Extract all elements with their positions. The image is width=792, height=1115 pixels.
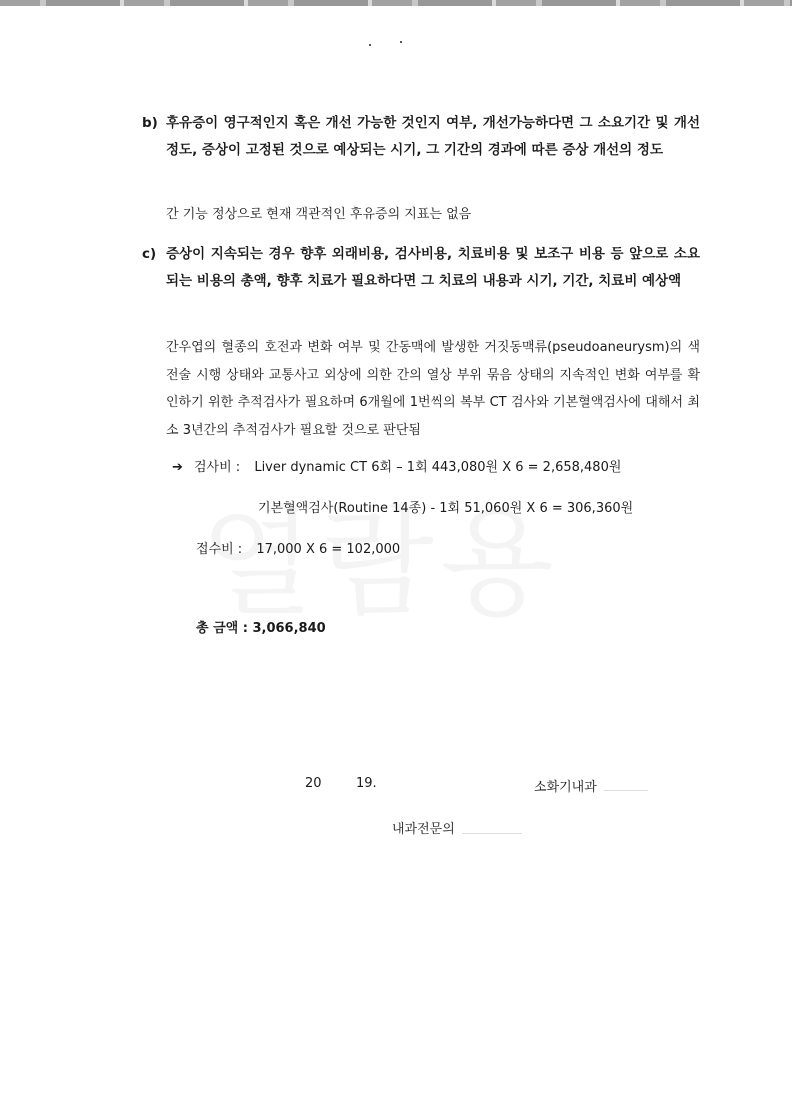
section-c-answer: 간우엽의 혈종의 호전과 변화 여부 및 간동맥에 발생한 거짓동맥류(pseudoaneurysm)의 색전술 시행 상태와 교통사고 외상에 의한 간의 열상 부위 묶음 상태의 지속적인 변화 여부를 확인하기 위한 추적검사가 필요하며 6개월에 1번씩의 복부 CT 검사와 기본혈액검사에 대해서 최소 3년간의 추적검사가 필요할 것으로 판단됨 bbox=[166, 340, 700, 438]
specialist-title: 내과전문의 bbox=[392, 822, 455, 837]
section-b-question: 후유증이 영구적인지 혹은 개선 가능한 것인지 여부, 개선가능하다면 그 소요기간 및 개선 정도, 증상이 고정된 것으로 예상되는 시기, 그 기간의 경과에 따른 증상 개선의 정도 bbox=[166, 115, 700, 158]
section-b-heading bbox=[142, 110, 702, 191]
reception-cost-value: 17,000 X 6 = 102,000 bbox=[256, 542, 401, 557]
arrow-right-icon: ➔ bbox=[172, 460, 183, 475]
section-c-heading bbox=[142, 241, 702, 322]
section-b-answer: 간 기능 정상으로 현재 객관적인 후유증의 지표는 없음 bbox=[166, 207, 472, 222]
date-year-prefix: 20 bbox=[305, 776, 322, 791]
reception-cost-line bbox=[196, 538, 400, 557]
total-value: 3,066,840 bbox=[252, 621, 326, 636]
total-amount bbox=[196, 617, 326, 636]
reception-cost-label: 접수비 : bbox=[196, 542, 243, 557]
section-c-marker: c) bbox=[142, 246, 157, 262]
name-redaction bbox=[604, 790, 648, 791]
department-name: 소화기내과 bbox=[534, 780, 597, 795]
exam-cost-label: 검사비 : bbox=[194, 460, 241, 475]
exam-cost-item-ct: Liver dynamic CT 6회 – 1회 443,080원 X 6 = 2,658,480원 bbox=[254, 460, 622, 475]
section-c-question: 증상이 지속되는 경우 향후 외래비용, 검사비용, 치료비용 및 보조구 비용 등 앞으로 소요되는 비용의 총액, 향후 치료가 필요하다면 그 치료의 내용과 시기, 기간, 치료비 예상액 bbox=[166, 246, 700, 289]
name-redaction bbox=[462, 833, 522, 834]
total-label: 총 금액 : bbox=[196, 621, 248, 636]
scan-speck bbox=[400, 41, 402, 43]
exam-cost-line bbox=[172, 456, 621, 475]
exam-cost-item-blood: 기본혈액검사(Routine 14종) - 1회 51,060원 X 6 = 306,360원 bbox=[258, 501, 634, 516]
scan-speck bbox=[369, 44, 371, 46]
scan-edge bbox=[0, 0, 792, 6]
date-year-suffix: 19. bbox=[356, 776, 377, 791]
section-b-marker: b) bbox=[142, 115, 158, 131]
